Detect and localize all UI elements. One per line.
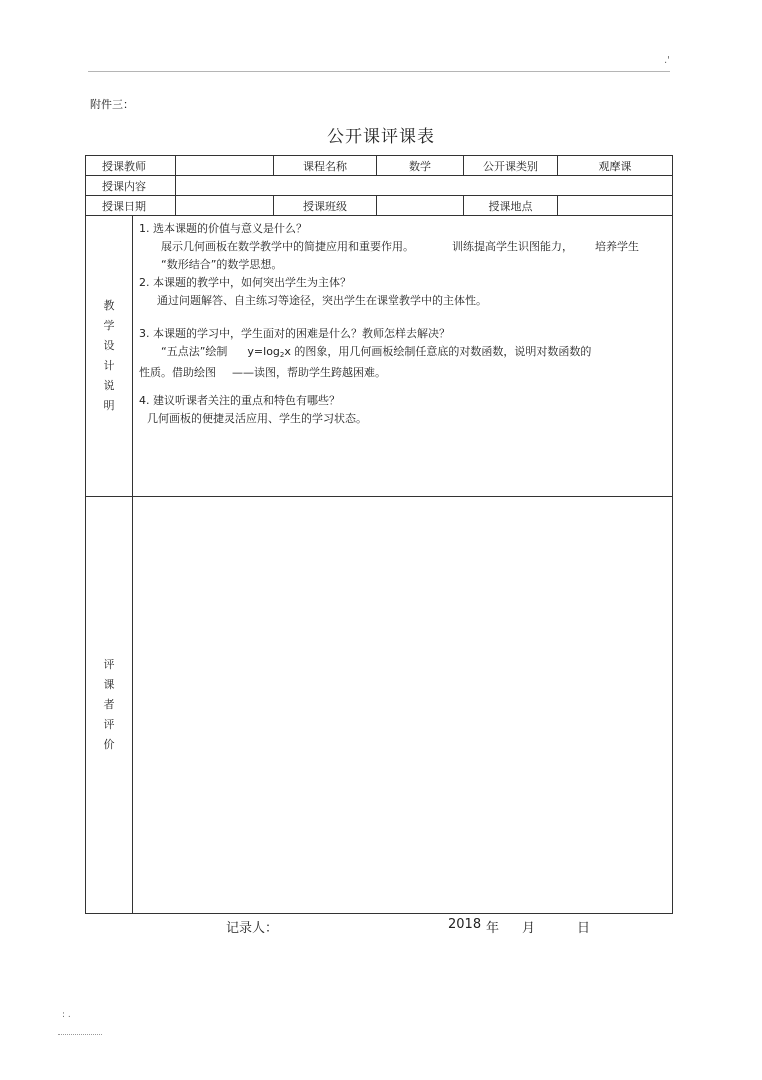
spacer — [139, 310, 666, 325]
review-label-char: 评 — [103, 658, 115, 671]
class-label: 授课班级 — [274, 196, 377, 216]
answer-3-part-d: ——读图，帮助学生跨越困难。 — [232, 366, 386, 379]
category-field[interactable]: 观摩课 — [558, 156, 673, 176]
page-title: 公开课评课表 — [327, 127, 435, 147]
review-row — [86, 497, 673, 914]
date-label: 授课日期 — [86, 196, 176, 216]
design-row — [86, 216, 673, 497]
design-label-char: 设 — [103, 339, 115, 352]
design-content[interactable] — [133, 216, 673, 497]
content-label: 授课内容 — [86, 176, 176, 196]
attachment-label: 附件三： — [90, 98, 134, 111]
footer-year-unit: 年 — [486, 921, 500, 936]
form-row-3 — [86, 196, 673, 216]
bottom-dotted-rule — [58, 1034, 102, 1035]
answer-1-line-2: “数形结合”的数学思想。 — [161, 258, 283, 271]
form-row-1 — [86, 156, 673, 176]
location-label: 授课地点 — [464, 196, 558, 216]
question-2: 2. 本课题的教学中，如何突出学生为主体？ — [139, 276, 351, 289]
date-field[interactable] — [176, 196, 274, 216]
category-label: 公开课类别 — [464, 156, 558, 176]
question-4: 4. 建议听课者关注的重点和特色有哪些？ — [139, 394, 340, 407]
content-field[interactable] — [176, 176, 673, 196]
design-label-char: 说 — [103, 379, 115, 392]
answer-3-line-2 — [139, 364, 666, 382]
class-field[interactable] — [377, 196, 464, 216]
course-label: 课程名称 — [274, 156, 377, 176]
answer-1-part-c: 培养学生 — [595, 240, 639, 253]
review-label-char: 者 — [103, 698, 115, 711]
question-3: 3. 本课题的学习中，学生面对的困难是什么？教师怎样去解决？ — [139, 327, 450, 340]
recorder-label: 记录人： — [226, 921, 279, 936]
answer-2: 通过问题解答、自主练习等途径，突出学生在课堂教学中的主体性。 — [157, 294, 487, 307]
question-1: 1. 选本课题的价值与意义是什么？ — [139, 222, 307, 235]
answer-1-line-1 — [139, 238, 666, 256]
answer-4: 几何画板的便捷灵活应用、学生的学习状态。 — [147, 412, 367, 425]
evaluation-form-table — [85, 155, 673, 914]
design-label-char: 学 — [103, 319, 115, 332]
formula-main: y=log — [247, 345, 280, 358]
answer-3-part-b: 的图象，用几何画板绘制任意底的对数函数，说明对数函数的 — [294, 345, 592, 358]
design-label-char: 计 — [103, 359, 115, 372]
header-rule — [88, 71, 670, 72]
answer-3-line-1 — [139, 343, 666, 364]
course-field[interactable]: 数学 — [377, 156, 464, 176]
spacer — [139, 382, 666, 392]
review-label-char: 评 — [103, 718, 115, 731]
form-row-2 — [86, 176, 673, 196]
design-label-char: 教 — [103, 299, 115, 312]
design-section-label — [86, 216, 133, 497]
review-field[interactable] — [133, 497, 673, 914]
answer-3-part-c: 性质。借助绘图 — [139, 366, 216, 379]
design-label-char: 明 — [103, 399, 115, 412]
formula-variable: x — [284, 345, 291, 358]
footer-day-unit: 日 — [577, 921, 591, 936]
corner-mark: .' — [664, 55, 670, 66]
answer-1-part-a: 展示几何画板在数学教学中的简捷应用和重要作用。 — [161, 240, 414, 253]
teacher-label: 授课教师 — [86, 156, 176, 176]
bottom-mark: : . — [62, 1010, 71, 1020]
formula-subscript: 2 — [279, 351, 285, 359]
log-formula — [247, 345, 290, 358]
footer-month-unit: 月 — [522, 921, 536, 936]
teacher-field[interactable] — [176, 156, 274, 176]
answer-3-part-a: “五点法”绘制 — [161, 345, 228, 358]
footer-year: 2018 — [448, 917, 482, 932]
review-label-char: 课 — [103, 678, 115, 691]
review-label-char: 价 — [103, 738, 115, 751]
review-section-label — [86, 497, 133, 914]
location-field[interactable] — [558, 196, 673, 216]
answer-1-part-b: 训练提高学生识图能力， — [452, 240, 573, 253]
